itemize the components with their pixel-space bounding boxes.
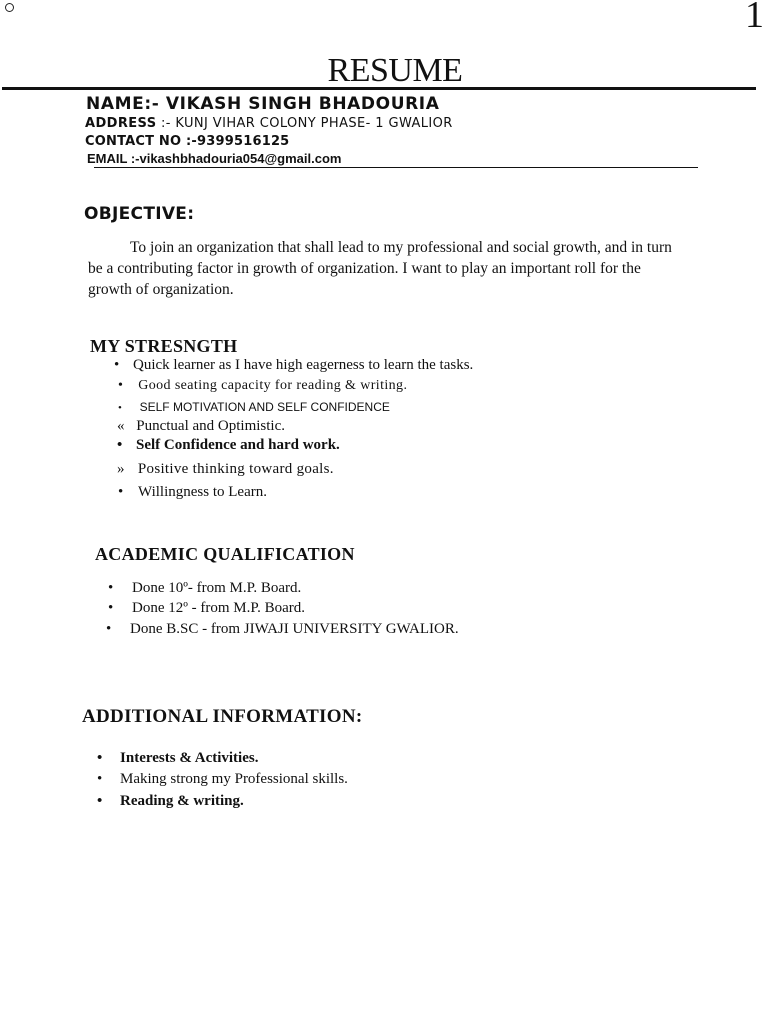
additional-text: Interests & Activities. — [120, 750, 259, 766]
bullet-icon: • — [108, 600, 114, 616]
strength-text: Positive thinking toward goals. — [137, 461, 334, 477]
email-line: EMAIL :-vikashbhadouria054@gmail.com — [87, 151, 342, 166]
objective-text: To join an organization that shall lead to my professional and social growth, and in turn be a contributing factor in growth of organization. I want to play an important roll for the growth of organization. — [88, 239, 672, 298]
corner-circle-icon — [5, 3, 14, 12]
candidate-name: NAME:- VIKASH SINGH BHADOURIA — [86, 94, 440, 114]
list-item — [118, 399, 390, 416]
strength-text: Self Confidence and hard work. — [136, 437, 340, 453]
bullet-icon: • — [108, 580, 114, 596]
bullet-icon: « — [117, 418, 125, 434]
qualification-text: Done B.SC - from JIWAJI UNIVERSITY GWALIOR. — [130, 621, 459, 637]
bullet-icon: • — [118, 484, 124, 500]
bullet-icon: • — [97, 750, 103, 766]
contact-number: CONTACT NO :-9399516125 — [85, 134, 290, 149]
qualification-text: Done 10º- from M.P. Board. — [132, 580, 302, 596]
page-number: 1 — [745, 0, 764, 36]
strength-text: Good seating capacity for reading & writing. — [138, 378, 408, 393]
bullet-icon: » — [117, 461, 125, 477]
list-item — [108, 600, 305, 617]
bullet-icon: • — [117, 437, 123, 453]
list-item — [97, 750, 258, 767]
address-label: ADDRESS — [85, 116, 157, 131]
strength-text: Willingness to Learn. — [138, 484, 267, 500]
additional-text: Making strong my Professional skills. — [120, 771, 348, 787]
list-item — [117, 461, 334, 478]
address-value: :- KUNJ VIHAR COLONY PHASE- 1 GWALIOR — [156, 116, 453, 131]
bullet-icon: • — [114, 357, 120, 373]
page-title: RESUME — [327, 52, 463, 89]
strength-text: SELF MOTIVATION AND SELF CONFIDENCE — [139, 400, 390, 414]
academic-heading: ACADEMIC QUALIFICATION — [95, 544, 355, 564]
qualification-text: Done 12º - from M.P. Board. — [132, 600, 305, 616]
bullet-icon: • — [97, 771, 103, 787]
strength-text: Quick learner as I have high eagerness to learn the tasks. — [133, 357, 474, 373]
list-item — [118, 484, 267, 501]
bullet-icon: • — [106, 621, 112, 637]
list-item — [108, 580, 301, 597]
title-divider — [2, 87, 756, 90]
address-line — [85, 116, 453, 131]
strengths-heading: MY STRESNGTH — [90, 336, 238, 356]
bullet-icon: • — [97, 793, 103, 809]
additional-text: Reading & writing. — [120, 793, 244, 809]
list-item — [118, 378, 407, 394]
strength-text: Punctual and Optimistic. — [136, 418, 285, 434]
bullet-icon: • — [118, 378, 124, 393]
list-item — [117, 418, 285, 435]
list-item — [114, 357, 473, 374]
list-item — [117, 437, 340, 454]
additional-heading: ADDITIONAL INFORMATION: — [82, 706, 363, 727]
list-item — [97, 771, 348, 788]
list-item — [106, 621, 459, 638]
header-divider — [94, 167, 698, 168]
bullet-icon: • — [118, 402, 122, 414]
objective-paragraph — [88, 237, 678, 300]
objective-heading: OBJECTIVE: — [84, 204, 195, 224]
list-item — [97, 793, 244, 810]
